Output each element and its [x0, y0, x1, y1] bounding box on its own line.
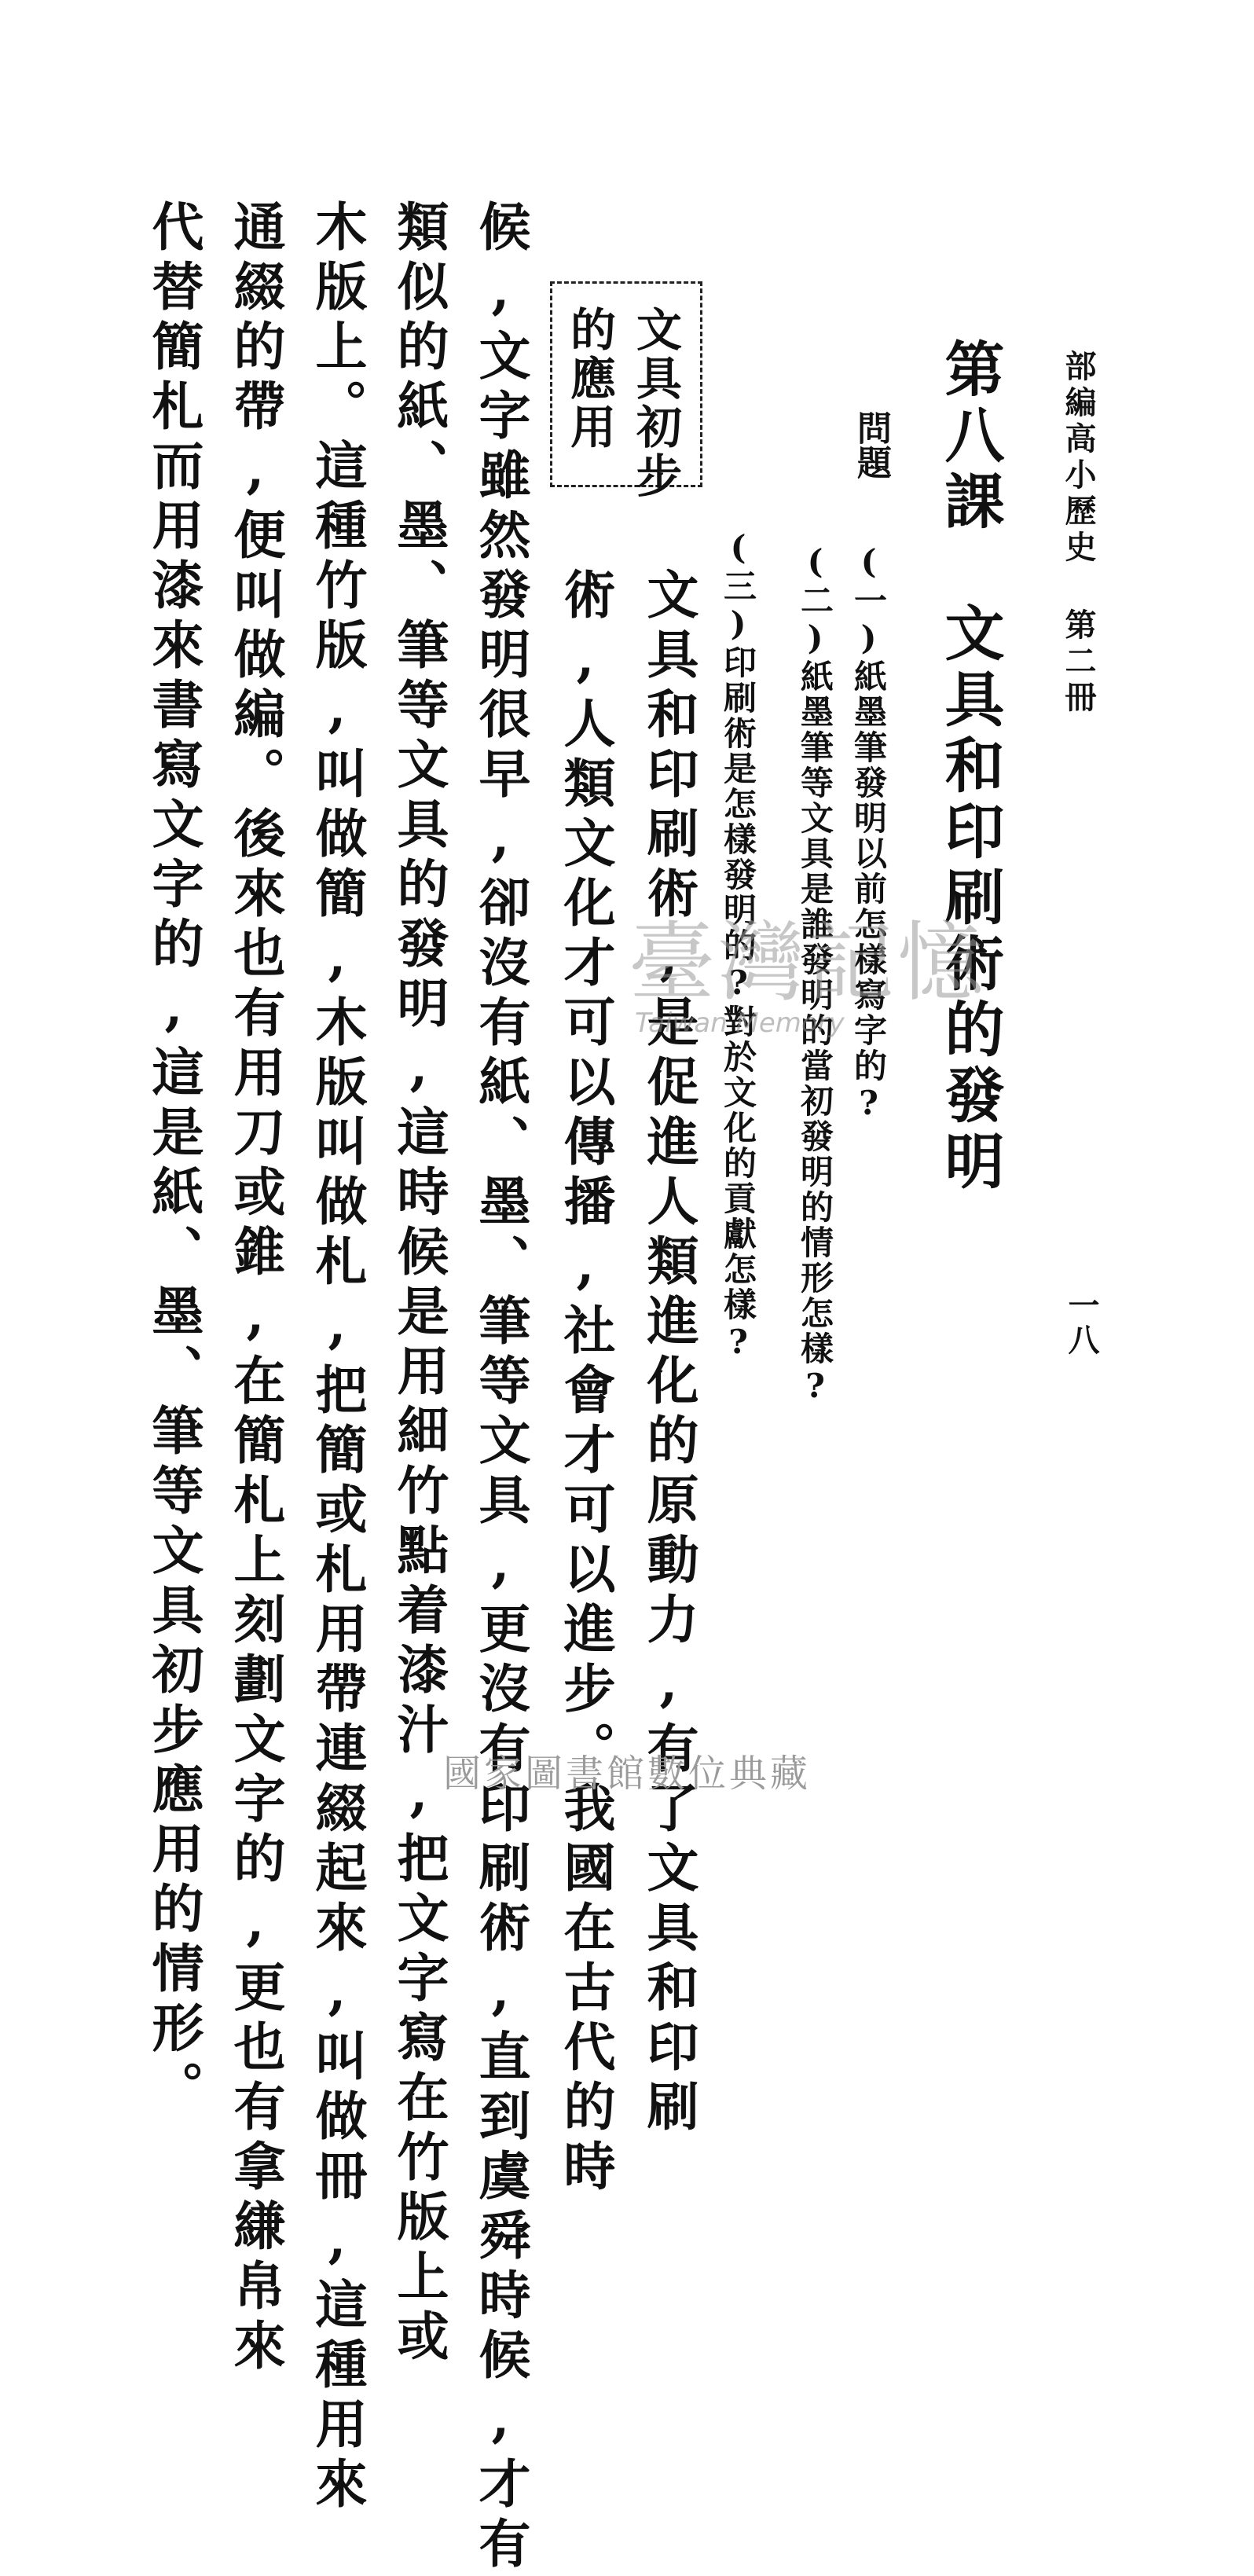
question-3: (三)印刷術是怎樣發明的?對於文化的貢獻怎樣?	[719, 528, 757, 1363]
sidenote-box	[550, 281, 702, 501]
running-head: 部編高小歷史 第二冊	[1060, 350, 1097, 717]
watermark-cjk-text: 臺灣記憶	[629, 912, 987, 1013]
sidenote-line-1: 文具初步	[629, 306, 682, 501]
page-number: 一八	[1063, 1289, 1100, 1358]
body-column-5: 木版上。這種竹版,叫做簡,木版叫做札,把簡或札用帶連綴起來,叫做冊,這種用來	[306, 200, 368, 2516]
sidenote-line-2: 的應用	[563, 306, 616, 452]
lesson-title: 第八課 文具和印刷術的發明	[935, 338, 1005, 1196]
watermark-en-text: Taiwan Memory	[635, 1007, 845, 1039]
watermark	[621, 912, 1014, 1039]
question-2: (二)紙墨筆等文具是誰發明的當初發明的情形怎樣?	[796, 542, 834, 1407]
footer-credit: 國家圖書館數位典藏	[442, 1752, 811, 1796]
question-1: (一)紙墨筆發明以前怎樣寫字的?	[849, 542, 888, 1125]
body-column-2: 術,人類文化才可以傳播,社會才可以進步。我國在古代的時	[555, 567, 616, 2199]
body-column-1: 文具和印刷術,是促進人類進化的原動力,有了文具和印刷	[638, 567, 699, 2139]
body-column-3: 候,文字雖然發明很早,卻沒有紙、墨、筆等文具,更沒有印刷術,直到虞舜時候,才有	[470, 200, 531, 2576]
body-column-6: 通綴的帶,便叫做編。後來也有用刀或錐,在簡札上刻劃文字的,更也有拿縑帛來	[225, 200, 286, 2378]
body-column-4: 類似的紙、墨、筆等文具的發明,這時候是用細竹點着漆汁,把文字寫在竹版上或	[388, 200, 449, 2369]
questions-label: 問題	[851, 410, 891, 479]
body-column-7: 代替簡札而用漆來書寫文字的,這是紙、墨、筆等文具初步應用的情形。	[143, 200, 204, 2120]
